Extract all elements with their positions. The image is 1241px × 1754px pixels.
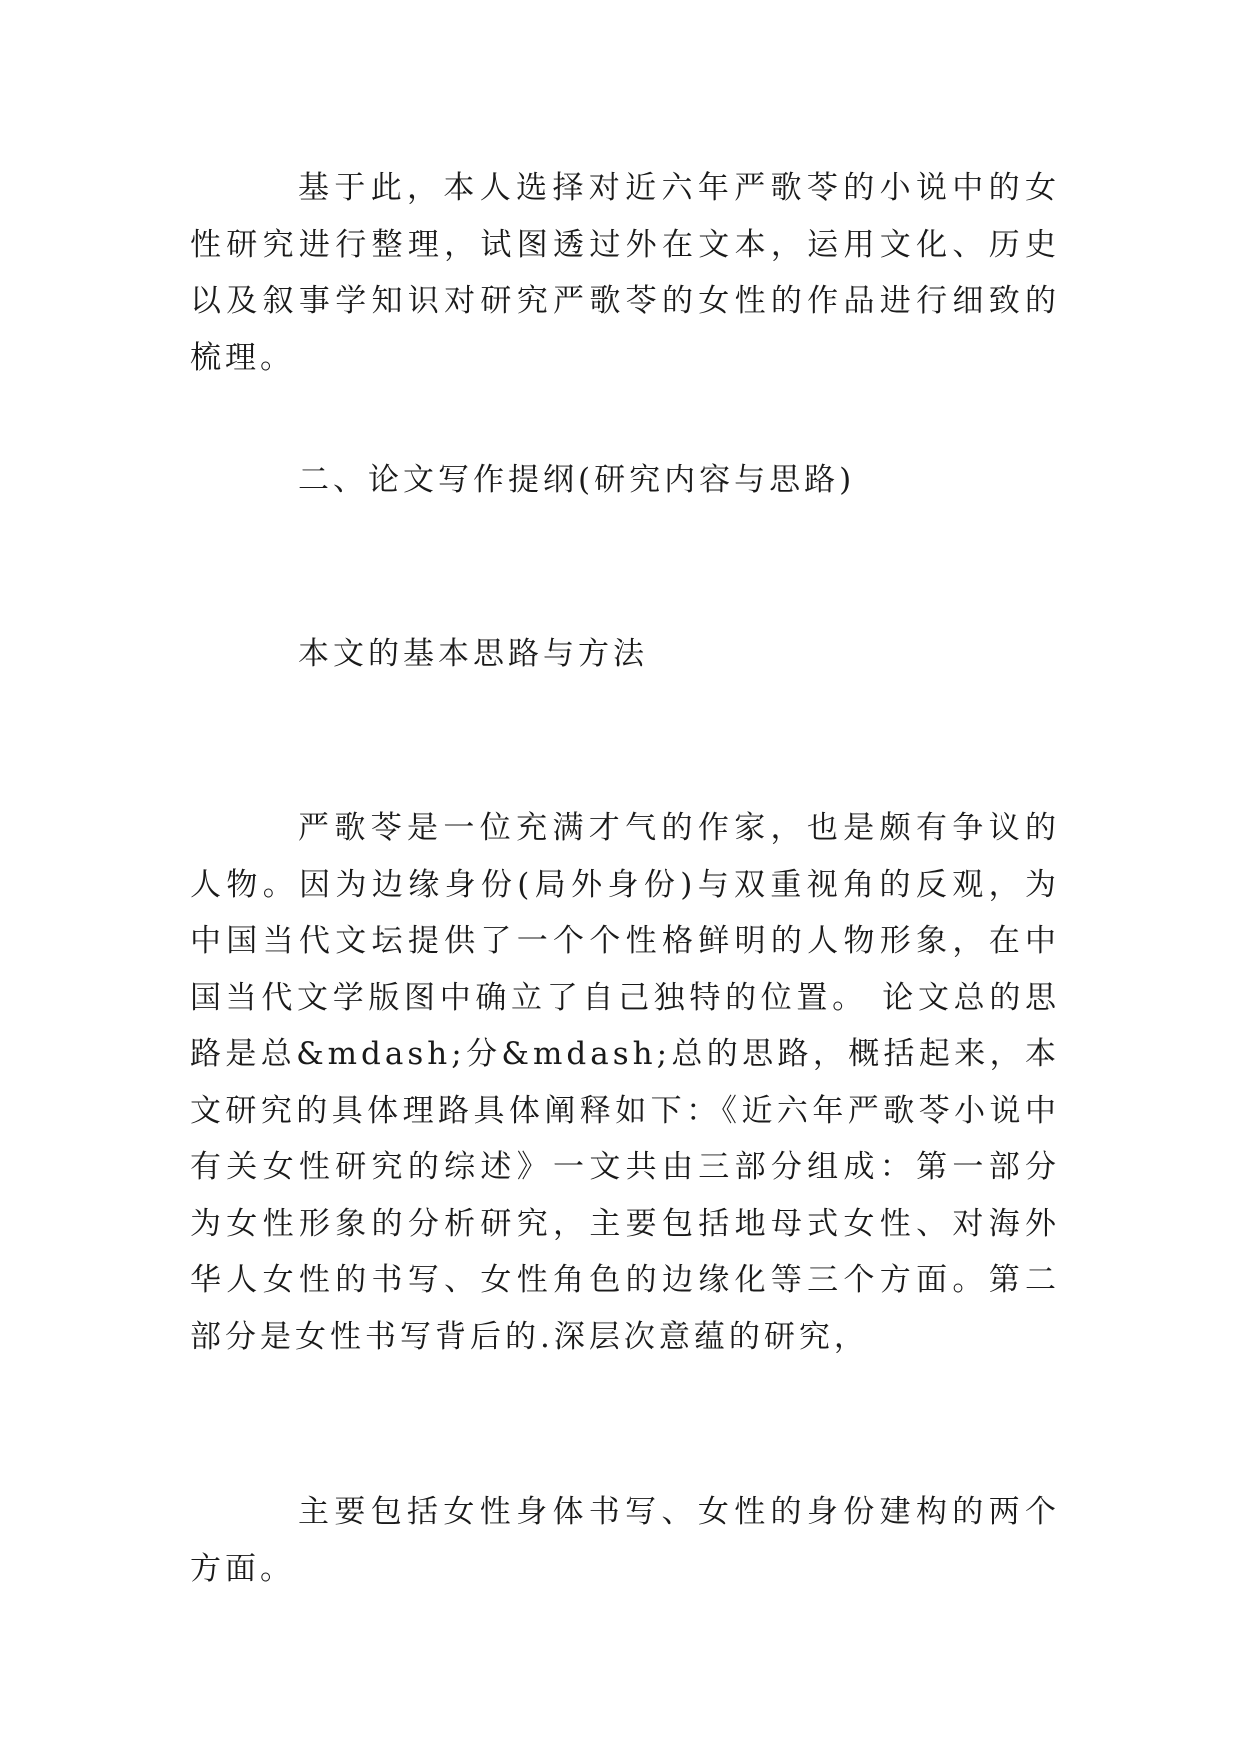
- paragraph-continuation: 主要包括女性身体书写、女性的身份建构的两个方面。: [190, 1494, 1060, 1587]
- paragraph-intro: 基于此，本人选择对近六年严歌苓的小说中的女性研究进行整理，试图透过外在文本，运用文化、历史以及叙事学知识对研究严歌苓的女性的作品进行细致的梳理。: [190, 170, 1060, 376]
- paragraph-method-body: 严歌苓是一位充满才气的作家，也是颇有争议的人物。因为边缘身份(局外身份)与双重视角的反观，为中国当代文坛提供了一个个性格鲜明的人物形象，在中国当代文学版图中确立了自己独特的位置。 论文总的思路是总&mdash;分&mdash;总的思路，概括起来，本文研究的具体理路具体阐释如下：《近六年严歌苓小说中有关女性研究的综述》一文共由三部分组成：第一部分为女性形象的分析研究，主要包括地母式女性、对海外华人女性的书写、女性角色的边缘化等三个方面。第二部分是女性书写背后的.深层次意蕴的研究，: [190, 810, 1060, 1355]
- subsection-heading-method: 本文的基本思路与方法: [298, 636, 648, 672]
- section-heading-outline: 二、论文写作提纲(研究内容与思路): [298, 462, 856, 498]
